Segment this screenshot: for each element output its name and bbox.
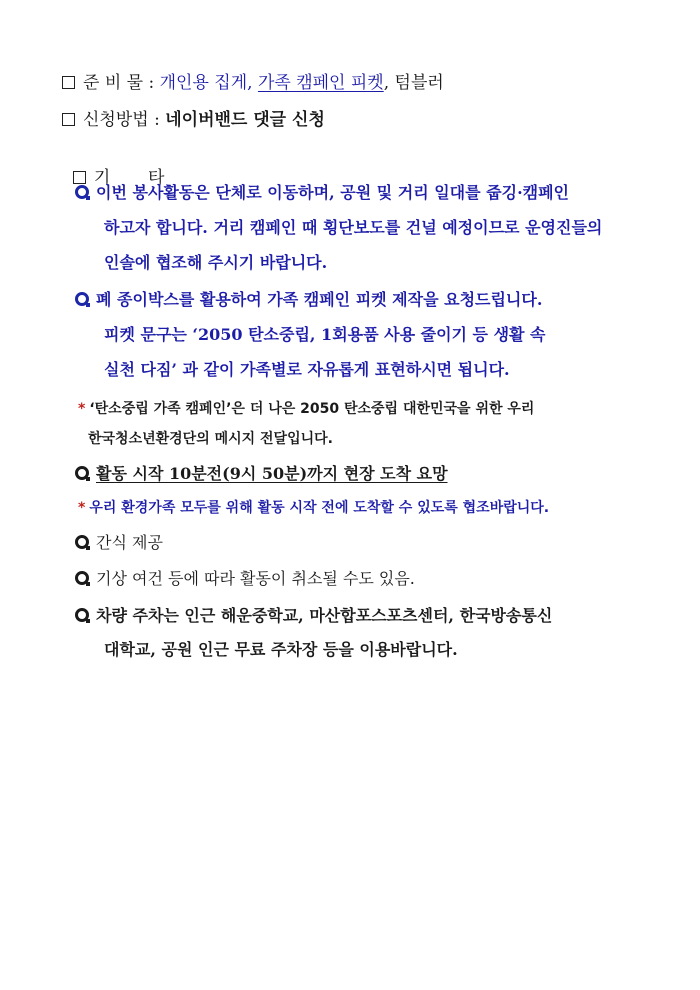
arrival-row — [75, 461, 448, 484]
circle-bullet-icon — [75, 292, 89, 306]
prep-personal-tongs: 개인용 집게, — [159, 73, 253, 93]
prep-family-picket: 가족 캠페인 피켓 — [257, 73, 384, 93]
circle-bullet-icon — [75, 466, 89, 480]
prep-rest: , 텀블러 — [383, 73, 444, 93]
star-note1-line1: * ‘탄소중립 가족 캠페인’은 더 나은 2050 탄소중립 대한민국을 위한 우리 — [78, 401, 535, 417]
note1-line1: 이번 봉사활동은 단체로 이동하며, 공원 및 거리 일대를 줍깅·캠페인 — [75, 180, 569, 203]
star-note2: * 우리 환경가족 모두를 위해 활동 시작 전에 도착할 수 있도록 협조바랍니다. — [78, 500, 550, 516]
arrival-text: 활동 시작 10분전(9시 50분)까지 현장 도착 요망 — [96, 464, 448, 483]
circle-bullet-icon — [75, 185, 89, 199]
parking-line1: 차량 주차는 인근 해운중학교, 마산합포스포츠센터, 한국방송통신 — [75, 603, 552, 626]
note2-line2: 피켓 문구는 ‘2050 탄소중립, 1회용품 사용 줄이기 등 생활 속 — [104, 325, 546, 344]
apply-label: 신청방법 : — [83, 110, 160, 130]
circle-bullet-icon — [75, 608, 89, 622]
parking-line2: 대학교, 공원 인근 무료 주차장 등을 이용바랍니다. — [104, 640, 458, 659]
note2-line1: 폐 종이박스를 활용하여 가족 캠페인 피켓 제작을 요청드립니다. — [75, 287, 542, 310]
star-note1-line2: 한국청소년환경단의 메시지 전달입니다. — [88, 431, 333, 447]
circle-bullet-icon — [75, 535, 89, 549]
note1-line2: 하고자 합니다. 거리 캠페인 때 횡단보도를 건널 예정이므로 운영진들의 — [104, 218, 603, 237]
prep-label: 준 비 물 : — [83, 73, 155, 93]
note1-line3: 인솔에 협조해 주시기 바랍니다. — [104, 253, 328, 272]
asterisk-icon: * — [78, 500, 86, 516]
apply-value: 네이버밴드 댓글 신청 — [165, 110, 325, 130]
weather-row: 기상 여건 등에 따라 활동이 취소될 수도 있음. — [75, 566, 415, 589]
apply-method-row — [62, 105, 325, 130]
circle-bullet-icon — [75, 571, 89, 585]
prep-items-row — [62, 68, 444, 93]
etc-label: 기 타 — [93, 168, 165, 188]
snack-row: 간식 제공 — [75, 530, 163, 553]
checkbox-square-icon — [62, 113, 75, 126]
asterisk-icon: * — [78, 401, 86, 417]
checkbox-square-icon — [62, 76, 75, 89]
note2-line3: 실천 다짐’ 과 같이 가족별로 자유롭게 표현하시면 됩니다. — [104, 360, 510, 379]
